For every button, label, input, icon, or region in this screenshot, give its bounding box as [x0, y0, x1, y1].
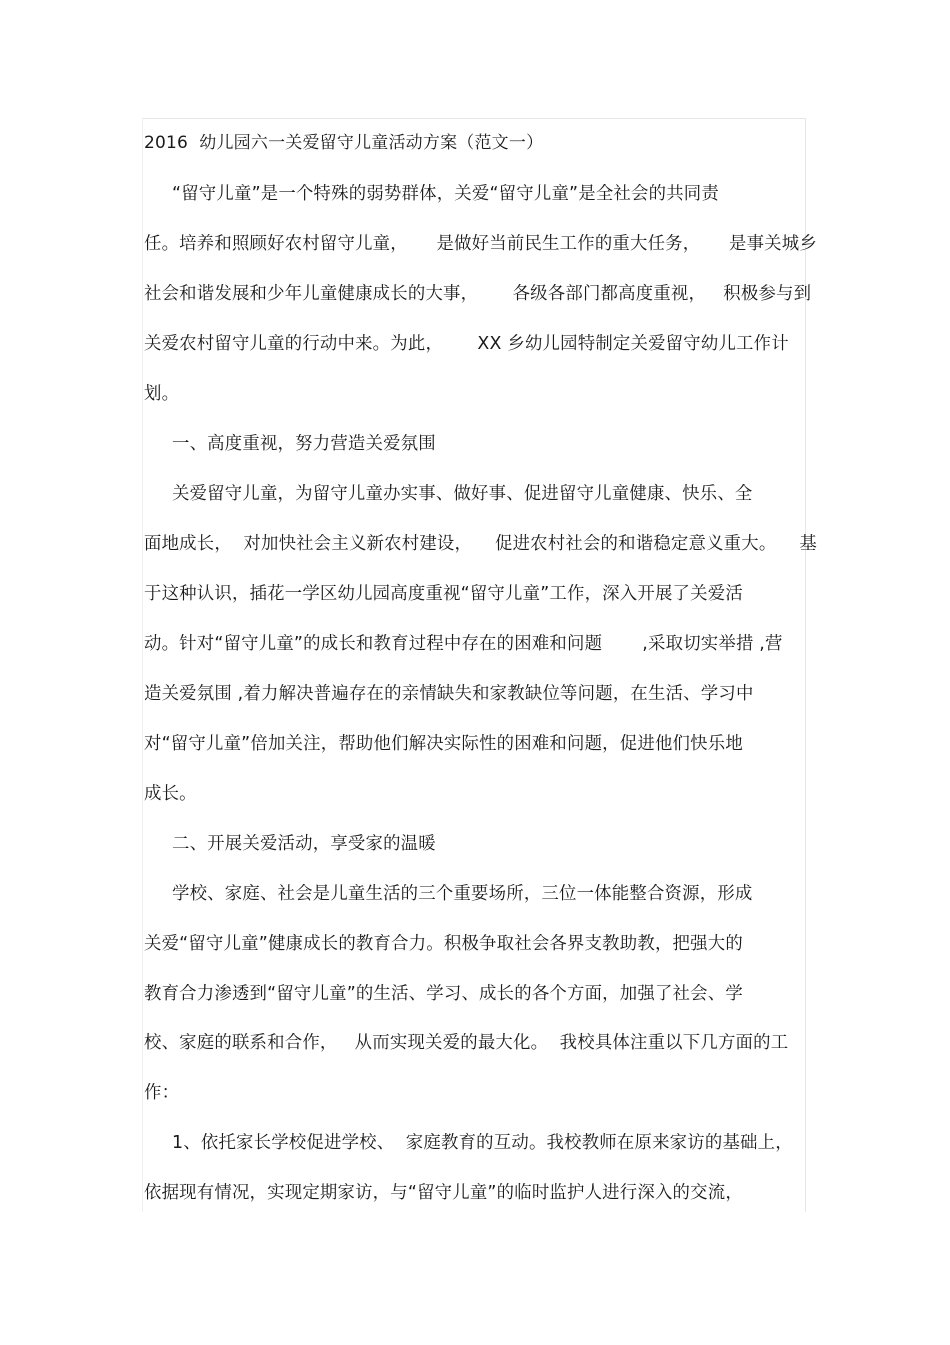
paragraph-line: 1、依托家长学校促进学校、 家庭教育的互动。我校教师在原来家访的基础上， — [172, 1133, 793, 1153]
paragraph-line: “留守儿童”是一个特殊的弱势群体，关爱“留守儿童”是全社会的共同责 — [172, 184, 719, 204]
paragraph-line: 作： — [144, 1083, 180, 1103]
paragraph-line: 面地成长， 对加快社会主义新农村建设， 促进农村社会的和谐稳定意义重大。 基 — [144, 534, 817, 554]
paragraph-line: 学校、家庭、社会是儿童生活的三个重要场所，三位一体能整合资源，形成 — [172, 884, 753, 904]
paragraph-line: 划。 — [144, 384, 180, 404]
paragraph-line: 关爱留守儿童，为留守儿童办实事、做好事、促进留守儿童健康、快乐、全 — [172, 484, 753, 504]
paragraph-line: 关爱农村留守儿童的行动中来。为此， XX 乡幼儿园特制定关爱留守幼儿工作计 — [144, 334, 789, 354]
paragraph-line: 造关爱氛围 ,着力解决普遍存在的亲情缺失和家教缺位等问题，在生活、学习中 — [144, 684, 754, 704]
section-heading: 二、开展关爱活动，享受家的温暖 — [172, 834, 436, 854]
paragraph-line: 关爱“留守儿童”健康成长的教育合力。积极争取社会各界支教助教，把强大的 — [144, 934, 743, 954]
paragraph-line: 教育合力渗透到“留守儿童”的生活、学习、成长的各个方面，加强了社会、学 — [144, 984, 743, 1004]
paragraph-line: 校、家庭的联系和合作， 从而实现关爱的最大化。 我校具体注重以下几方面的工 — [144, 1033, 789, 1053]
paragraph-line: 依据现有情况，实现定期家访，与“留守儿童”的临时监护人进行深入的交流， — [144, 1183, 743, 1203]
paragraph-line: 于这种认识，插花一学区幼儿园高度重视“留守儿童”工作，深入开展了关爱活 — [144, 584, 743, 604]
section-heading: 一、高度重视，努力营造关爱氛围 — [172, 434, 436, 454]
paragraph-line: 任。培养和照顾好农村留守儿童， 是做好当前民生工作的重大任务， 是事关城乡 — [144, 234, 817, 254]
document-title: 2016 幼儿园六一关爱留守儿童活动方案（范文一） — [144, 133, 544, 153]
paragraph-line: 对“留守儿童”倍加关注，帮助他们解决实际性的困难和问题，促进他们快乐地 — [144, 734, 743, 754]
paragraph-line: 动。针对“留守儿童”的成长和教育过程中存在的困难和问题 ,采取切实举措 ,营 — [144, 634, 783, 654]
paragraph-line: 成长。 — [144, 784, 197, 804]
paragraph-line: 社会和谐发展和少年儿童健康成长的大事， 各级各部门都高度重视， 积极参与到 — [144, 284, 812, 304]
